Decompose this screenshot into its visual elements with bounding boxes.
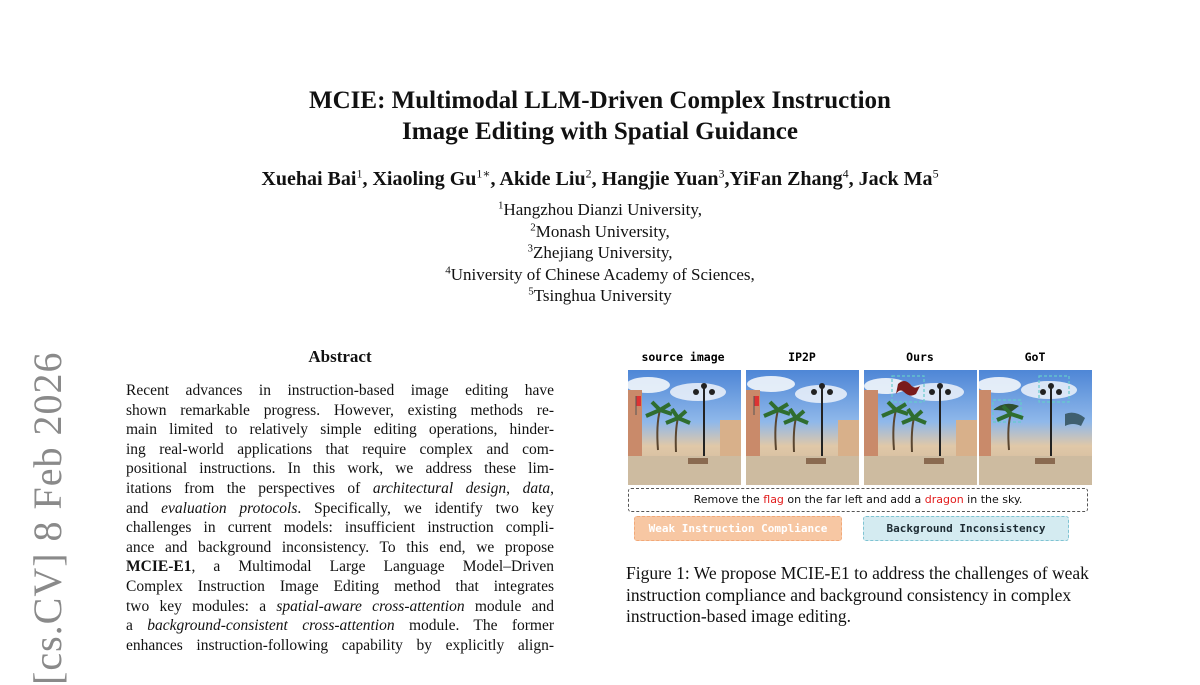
ours-image-panel	[864, 370, 977, 485]
emphasis-text: architectural design	[372, 479, 507, 497]
author-name: Xiaoling Gu	[372, 168, 477, 190]
abstract-line: Complex Instruction Image Editing method that integrates	[126, 577, 554, 595]
arxiv-stamp: [cs.CV] 8 Feb 2026	[25, 351, 70, 685]
abstract-heading: Abstract	[308, 347, 372, 366]
affiliation-line	[0, 285, 1200, 307]
author-name: Hangjie Yuan	[601, 168, 719, 190]
panel-label-source: source image	[641, 350, 725, 364]
abstract-line: two key modules: a spatial-aware cross-attention module and	[126, 597, 554, 615]
author-affiliation-mark: 3	[718, 166, 725, 181]
weak-instruction-compliance-tag: Weak Instruction Compliance	[634, 516, 842, 541]
author-list	[0, 166, 1200, 192]
got-image-panel	[979, 370, 1092, 485]
author-name: Akide Liu	[499, 168, 586, 190]
author-affiliation-mark: 1	[356, 166, 363, 181]
affiliation-mark: 5	[528, 285, 534, 298]
instruction-part-3: in the sky.	[963, 493, 1023, 506]
instruction-highlight-flag: flag	[763, 493, 784, 506]
affiliation-line	[0, 221, 1200, 243]
affiliation-name: Tsinghua University	[533, 286, 672, 305]
affiliation-mark: 1	[497, 199, 504, 212]
affiliation-line	[0, 242, 1200, 264]
instruction-highlight-dragon: dragon	[924, 493, 964, 506]
author-name: YiFan Zhang	[729, 168, 843, 190]
affiliation-name: Monash University,	[535, 221, 670, 241]
abstract-line: Recent advances in instruction-based image editing have	[126, 382, 554, 399]
author-name: Jack Ma	[858, 168, 933, 190]
abstract-line: a background-consistent cross-attention module. The former	[126, 617, 555, 635]
affiliation-mark: 2	[530, 220, 536, 233]
figure-caption: Figure 1: We propose MCIE-E1 to address the challenges of weak instruction compliance and background consistency in complex instruction-based image editing.	[626, 563, 1089, 626]
emphasis-text: data	[522, 479, 551, 497]
instruction-part-2: on the far left and add a	[783, 493, 925, 506]
abstract-body	[126, 381, 554, 655]
abstract-line: challenges in current models: insufficient instruction compli-	[126, 519, 554, 537]
affiliation-name: University of Chinese Academy of Sciences,	[450, 264, 755, 284]
abstract-line: and evaluation protocols. Specifically, we identify two key	[126, 499, 554, 517]
affiliation-mark: 3	[527, 242, 533, 255]
affiliation-line	[0, 199, 1200, 221]
instruction-part-1: Remove the	[693, 493, 764, 506]
affiliation-line	[0, 264, 1200, 286]
author-separator: ,	[848, 168, 859, 190]
title-line-2: Image Editing with Spatial Guidance	[402, 118, 798, 145]
emphasis-text: evaluation protocols	[161, 499, 298, 517]
panel-label-got: GoT	[1024, 350, 1046, 364]
abstract-line: shown remarkable progress. However, existing methods re-	[126, 401, 554, 419]
panel-label-ours: Ours	[906, 350, 934, 364]
author-name: Xuehai Bai	[261, 168, 357, 190]
figure-1	[626, 350, 1096, 550]
title-line-1: MCIE: Multimodal LLM-Driven Complex Instruction	[309, 87, 891, 114]
emphasis-text: spatial-aware cross-attention	[276, 597, 465, 615]
author-affiliation-mark: 5	[932, 166, 939, 181]
author-affiliation-mark: 2	[585, 166, 592, 181]
author-affiliation-mark: 4	[842, 166, 849, 181]
emphasis-text: background-consistent cross-attention	[147, 617, 395, 635]
abstract-line: ing real-world applications that require complex and com-	[126, 440, 554, 458]
bold-text: MCIE-E1	[126, 558, 192, 576]
affiliation-name: Zhejiang University,	[532, 243, 673, 262]
abstract-line: enhances instruction-following capability by explicitly align-	[126, 636, 554, 654]
paper-title	[0, 85, 1200, 147]
source-image-panel	[628, 370, 741, 485]
author-separator: ,	[724, 168, 730, 190]
abstract-line: itations from the perspectives of architectural design, data,	[126, 479, 554, 497]
abstract-line: MCIE-E1, a Multimodal Large Language Model–Driven	[126, 558, 554, 576]
author-separator: ,	[362, 168, 373, 190]
ip2p-image-panel	[746, 370, 859, 485]
panel-label-ip2p: IP2P	[788, 350, 816, 364]
author-separator: ,	[490, 168, 500, 190]
background-inconsistency-tag: Background Inconsistency	[863, 516, 1069, 541]
author-separator: ,	[591, 168, 602, 190]
abstract-line: positional instructions. In this work, we address these lim-	[126, 460, 554, 478]
edit-instruction-box	[628, 488, 1088, 512]
affiliation-mark: 4	[445, 263, 451, 276]
affiliation-name: Hangzhou Dianzi University,	[503, 200, 703, 219]
affiliation-list	[0, 199, 1200, 307]
abstract-line: main limited to relatively simple editing operations, hinder-	[126, 421, 554, 439]
abstract-line: ance and background inconsistency. To this end, we propose	[126, 538, 554, 556]
author-affiliation-mark: 1∗	[476, 166, 491, 181]
